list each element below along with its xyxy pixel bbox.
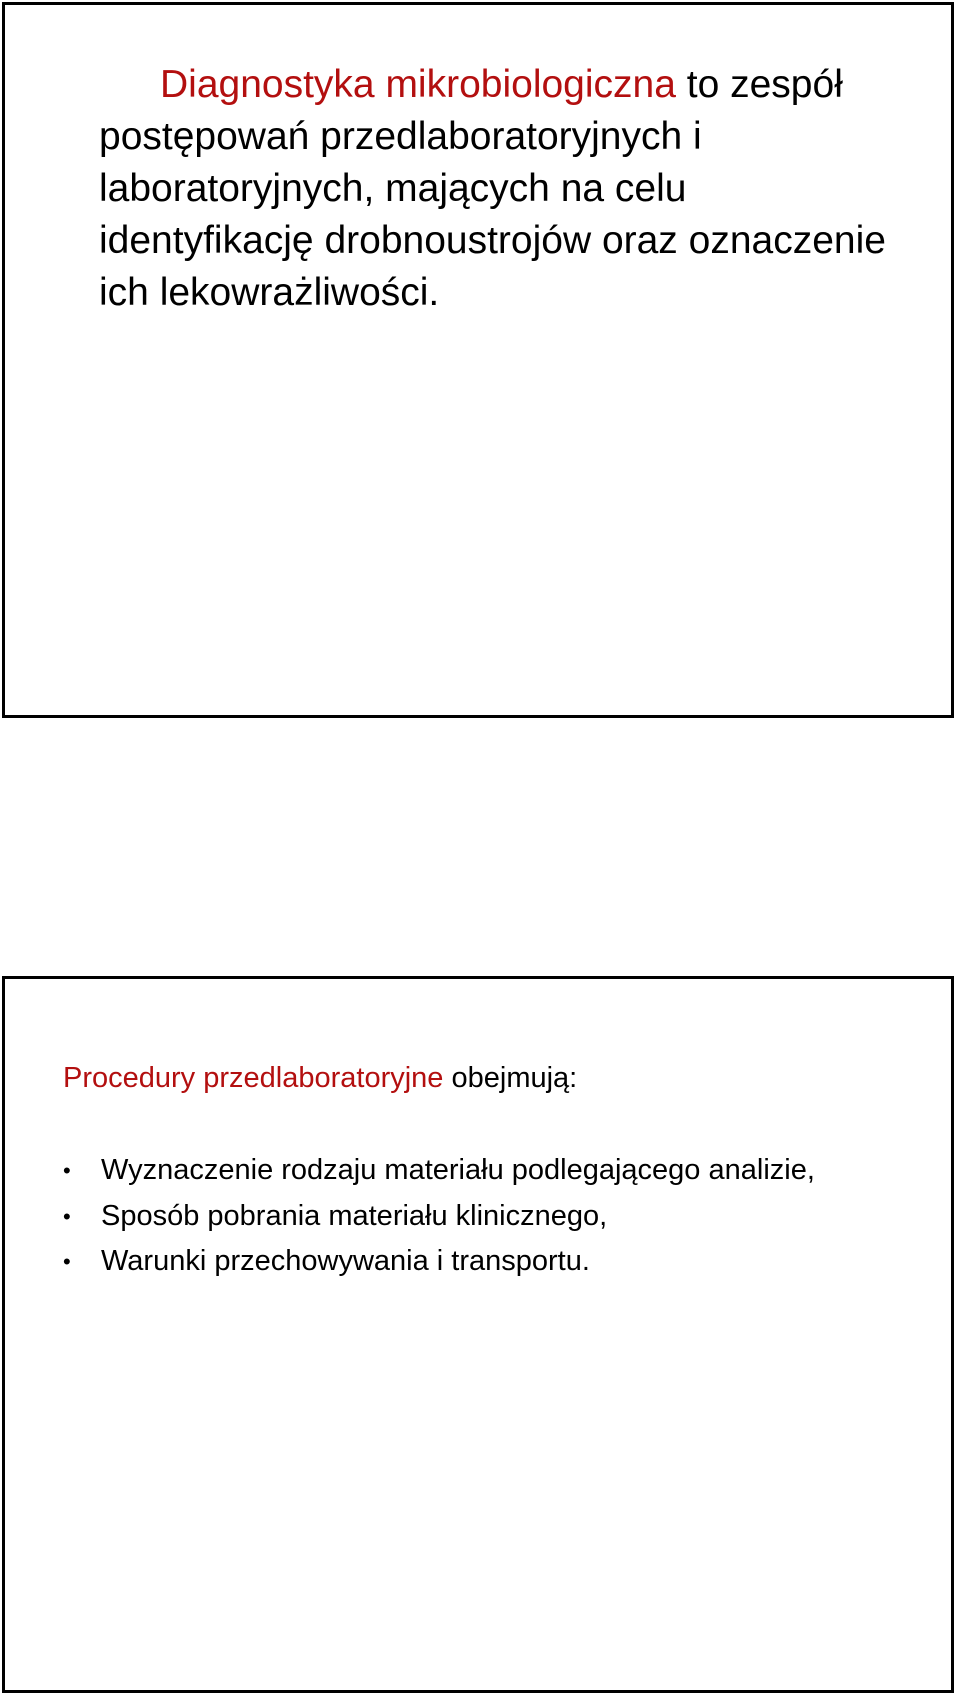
definition-term: Diagnostyka mikrobiologiczna [160, 63, 676, 106]
list-item [63, 1194, 943, 1240]
list-item [63, 1239, 943, 1285]
list-item [63, 1148, 943, 1194]
slide-2 [2, 976, 954, 1693]
procedures-intro [63, 1060, 943, 1096]
bullet-icon: • [63, 1249, 71, 1274]
definition-text: to zespół postępowań przedlaboratoryjnych i laboratoryjnych, mających na celu identyfikację drobnoustrojów oraz oznaczenie ich lekowrażliwości. [99, 63, 886, 314]
list-item-text: Wyznaczenie rodzaju materiału podlegającego analizie, [101, 1154, 815, 1186]
list-item-text: Warunki przechowywania i transportu. [101, 1245, 590, 1277]
bullet-icon: • [63, 1203, 71, 1229]
definition-paragraph [99, 59, 899, 319]
procedures-term: Procedury przedlaboratoryjne [63, 1062, 444, 1094]
procedures-list [63, 1148, 943, 1285]
bullet-icon: • [63, 1158, 71, 1183]
list-item-text: Sposób pobrania materiału klinicznego, [101, 1199, 608, 1232]
procedures-intro-text: obejmują: [443, 1062, 578, 1094]
slide-1 [2, 2, 954, 718]
